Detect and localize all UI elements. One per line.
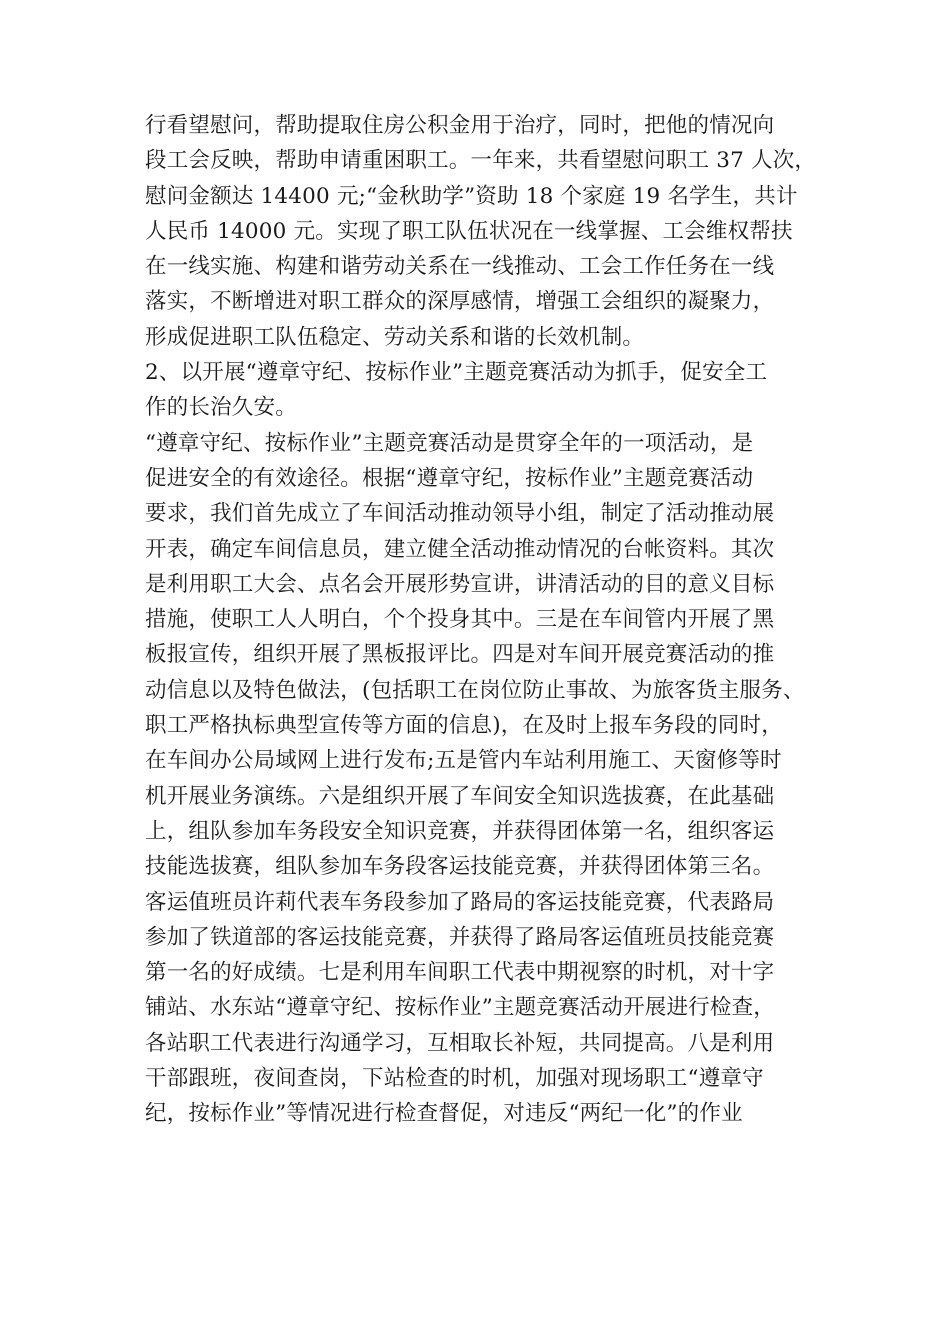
text-line: 干部跟班，夜间查岗，下站检查的时机，加强对现场职工“遵章守 (145, 1066, 764, 1092)
text-line: 在一线实施、构建和谐劳动关系在一线推动、工会工作任务在一线 (145, 254, 775, 280)
text-line: 职工严格执标典型宣传等方面的信息)，在及时上报车务段的同时， (145, 713, 783, 739)
section-heading: 作的长治久安。 (145, 395, 297, 421)
text-line: 技能选拔赛，组队参加车务段客运技能竞赛，并获得团体第三名。 (145, 854, 775, 880)
text-line: 纪，按标作业”等情况进行检查督促，对违反“两纪一化”的作业 (145, 1101, 743, 1127)
text-line: 客运值班员许莉代表车务段参加了路局的客运技能竞赛，代表路局 (145, 889, 775, 915)
text-line: 慰问金额达 14400 元;“金秋助学”资助 18 个家庭 19 名学生，共计 (145, 183, 798, 209)
text-line: 形成促进职工队伍稳定、劳动关系和谐的长效机制。 (145, 324, 645, 350)
text-line: 参加了铁道部的客运技能竞赛，并获得了路局客运值班员技能竞赛 (145, 924, 775, 950)
text-line: 段工会反映，帮助申请重困职工。一年来，共看望慰问职工 37 人次， (145, 148, 817, 174)
text-line: 铺站、水东站“遵章守纪、按标作业”主题竞赛活动开展进行检查， (145, 995, 775, 1021)
text-line: 促进安全的有效途径。根据“遵章守纪，按标作业”主题竞赛活动 (145, 465, 754, 491)
text-line: 落实，不断增进对职工群众的深厚感情，增强工会组织的凝聚力， (145, 289, 775, 315)
text-line: “遵章守纪、按标作业”主题竞赛活动是贯穿全年的一项活动，是 (145, 430, 754, 456)
text-line: 要求，我们首先成立了车间活动推动领导小组，制定了活动推动展 (145, 501, 775, 527)
text-line: 措施，使职工人人明白，个个投身其中。三是在车间管内开展了黑 (145, 607, 775, 633)
text-line: 板报宣传，组织开展了黑板报评比。四是对车间开展竞赛活动的推 (145, 642, 775, 668)
text-line: 在车间办公局域网上进行发布;五是管内车站利用施工、天窗修等时 (145, 748, 782, 774)
text-line: 动信息以及特色做法，(包括职工在岗位防止事故、为旅客货主服务、 (145, 677, 805, 703)
text-line: 上，组队参加车务段安全知识竞赛，并获得团体第一名，组织客运 (145, 818, 775, 844)
text-line: 机开展业务演练。六是组织开展了车间安全知识选拔赛，在此基础 (145, 783, 775, 809)
text-line: 各站职工代表进行沟通学习，互相取长补短，共同提高。八是利用 (145, 1030, 775, 1056)
text-line: 人民币 14000 元。实现了职工队伍状况在一线掌握、工会维权帮扶 (145, 218, 793, 244)
body-text (145, 108, 835, 1132)
text-line: 是利用职工大会、点名会开展形势宣讲，讲清活动的目的意义目标 (145, 571, 775, 597)
text-line: 第一名的好成绩。七是利用车间职工代表中期视察的时机，对十字 (145, 960, 775, 986)
text-line: 行看望慰问，帮助提取住房公积金用于治疗，同时，把他的情况向 (145, 113, 775, 138)
section-heading: 2、以开展“遵章守纪、按标作业”主题竞赛活动为抓手，促安全工 (145, 360, 768, 386)
text-line: 开表，确定车间信息员，建立健全活动推动情况的台帐资料。其次 (145, 536, 775, 562)
